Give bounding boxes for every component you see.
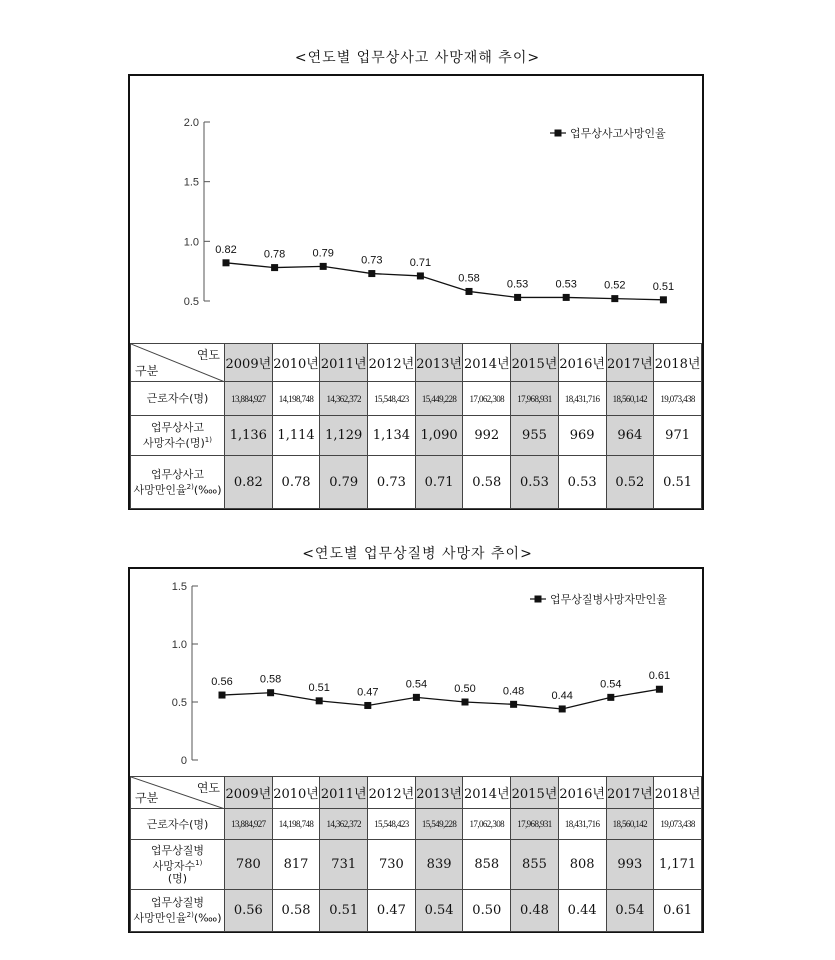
data-point: [219, 692, 226, 699]
table-cell: 817: [272, 840, 320, 890]
data-point: [563, 294, 570, 301]
year-header: 2013년: [415, 344, 463, 382]
data-label: 0.61: [648, 670, 671, 683]
legend-marker: [535, 596, 542, 603]
workers-row: [131, 809, 702, 840]
data-point: [559, 705, 566, 712]
year-header: 2016년: [558, 777, 606, 809]
table-cell: 730: [368, 840, 416, 890]
table-cell: 0.56: [225, 890, 273, 932]
data-point: [320, 263, 327, 270]
year-row: [131, 344, 702, 382]
table-cell: 15,548,423: [368, 382, 416, 416]
workers-row: [131, 382, 702, 416]
table-cell: 0.53: [511, 456, 559, 509]
year-header: 2017년: [606, 344, 654, 382]
year-header: 2009년: [225, 777, 273, 809]
data-point: [514, 294, 521, 301]
y-tick-label: 1.0: [183, 236, 199, 249]
data-point: [413, 694, 420, 701]
data-label: 0.44: [551, 689, 573, 702]
table-cell: 13,884,927: [225, 809, 273, 840]
year-header: 2011년: [320, 777, 368, 809]
data-label: 0.79: [312, 247, 334, 260]
table-cell: 964: [606, 416, 654, 456]
y-tick-label: 0: [180, 755, 187, 767]
table-cell: 0.53: [558, 456, 606, 509]
table-cell: 17,062,308: [463, 809, 511, 840]
row-header-workers: 근로자수(명): [131, 382, 225, 416]
table-cell: 0.52: [606, 456, 654, 509]
data-label: 0.54: [405, 678, 428, 691]
table-cell: 0.58: [463, 456, 511, 509]
year-header: 2017년: [606, 777, 654, 809]
row-header-line: 업무상사고: [150, 467, 205, 481]
series-line: [222, 689, 659, 709]
table-cell: 1,114: [272, 416, 320, 456]
data-label: 0.51: [652, 280, 675, 293]
row-header-line: 업무상질병: [150, 896, 205, 910]
table-cell: 17,062,308: [463, 382, 511, 416]
deaths-row: [131, 840, 702, 890]
table-cell: 14,362,372: [320, 809, 368, 840]
data-point: [462, 699, 469, 706]
row-header-line: 업무상질병: [150, 843, 205, 857]
table-cell: 0.61: [654, 890, 702, 932]
year-header: 2010년: [272, 777, 320, 809]
legend-label: 업무상질병사망자만인율: [550, 593, 667, 606]
y-tick-label: 1.0: [171, 639, 187, 651]
row-header-workers: 근로자수(명): [131, 809, 225, 840]
row-header-deaths: [131, 840, 225, 890]
table-cell: 14,362,372: [320, 382, 368, 416]
data-point: [364, 702, 371, 709]
year-header: 2014년: [463, 344, 511, 382]
unit-label: (‱): [193, 483, 222, 497]
footnote-mark: 2): [186, 911, 194, 920]
deaths-row: [131, 416, 702, 456]
table-cell: 0.47: [368, 890, 416, 932]
table-cell: 855: [511, 840, 559, 890]
data-label: 0.58: [259, 673, 282, 686]
chart2-plot: [130, 569, 702, 776]
table-cell: 1,129: [320, 416, 368, 456]
table-cell: 1,171: [654, 840, 702, 890]
legend-label: 업무상사고사망인율: [570, 127, 666, 140]
table-cell: 0.54: [415, 890, 463, 932]
corner-cell: [131, 777, 225, 809]
data-label: 0.82: [215, 243, 237, 256]
data-label: 0.78: [263, 248, 286, 261]
data-point: [368, 270, 375, 277]
data-label: 0.54: [600, 678, 622, 691]
footnote-mark: 1): [204, 436, 212, 445]
y-tick-label: 1.5: [183, 176, 199, 189]
chart2-panel: [128, 567, 704, 933]
table-cell: 0.78: [272, 456, 320, 509]
row-header-line: 사망자수(명): [143, 436, 205, 450]
row-header-line: 사망만인율: [133, 911, 187, 925]
table-cell: 971: [654, 416, 702, 456]
year-header: 2018년: [654, 344, 702, 382]
table-cell: 15,449,228: [415, 382, 463, 416]
chart1-title: <연도별 업무상사고 사망재해 추이>: [294, 50, 541, 66]
data-point: [611, 295, 618, 302]
table-cell: 1,134: [368, 416, 416, 456]
table-cell: 0.51: [320, 890, 368, 932]
table-cell: 0.51: [654, 456, 702, 509]
unit-label: (‱): [193, 911, 222, 925]
year-header: 2015년: [511, 344, 559, 382]
table-cell: 19,073,438: [654, 382, 702, 416]
table-cell: 18,431,716: [558, 809, 606, 840]
year-header: 2015년: [511, 777, 559, 809]
year-header: 2012년: [368, 344, 416, 382]
row-header-deaths: [131, 416, 225, 456]
table-cell: 0.54: [606, 890, 654, 932]
year-header: 2014년: [463, 777, 511, 809]
year-header: 2010년: [272, 344, 320, 382]
y-tick-label: 2.0: [183, 117, 199, 129]
table-cell: 18,431,716: [558, 382, 606, 416]
corner-category-label: 구분: [135, 364, 159, 378]
data-label: 0.53: [506, 278, 529, 291]
data-label: 0.50: [454, 683, 476, 695]
chart1-plot: [130, 76, 702, 343]
data-label: 0.53: [555, 278, 577, 291]
year-header: 2009년: [225, 344, 273, 382]
table-cell: 0.71: [415, 456, 463, 509]
rate-row: [131, 456, 702, 509]
data-point: [271, 264, 278, 271]
table-cell: 15,549,228: [415, 809, 463, 840]
table-cell: 955: [511, 416, 559, 456]
footnote-mark: 2): [186, 482, 194, 491]
table-cell: 0.58: [272, 890, 320, 932]
corner-year-label: 연도: [196, 348, 220, 362]
y-tick-label: 1.5: [171, 581, 187, 593]
footnote-mark: 1): [195, 858, 203, 867]
corner-category-label: 구분: [135, 791, 159, 805]
data-point: [607, 694, 614, 701]
row-header-line: 사망자수: [152, 859, 196, 873]
table-cell: 780: [225, 840, 273, 890]
table-cell: 0.48: [511, 890, 559, 932]
table-cell: 18,560,142: [606, 809, 654, 840]
table-cell: 731: [320, 840, 368, 890]
table-cell: 992: [463, 416, 511, 456]
chart1-panel: [128, 74, 704, 510]
table-cell: 839: [415, 840, 463, 890]
chart2-title: <연도별 업무상질병 사망자 추이>: [302, 546, 533, 562]
data-label: 0.71: [409, 256, 432, 269]
table-cell: 14,198,748: [272, 809, 320, 840]
data-label: 0.48: [502, 685, 525, 698]
row-header-line: (명): [167, 872, 188, 886]
data-point: [316, 697, 323, 704]
chart1-svg: [130, 76, 702, 343]
row-header-rate: [131, 890, 225, 932]
table-cell: 858: [463, 840, 511, 890]
year-header: 2011년: [320, 344, 368, 382]
table-cell: 969: [558, 416, 606, 456]
table-cell: 18,560,142: [606, 382, 654, 416]
y-tick-label: 0.5: [171, 697, 187, 709]
data-label: 0.73: [361, 254, 383, 267]
table-cell: 15,548,423: [368, 809, 416, 840]
chart1-table: [130, 343, 702, 509]
rate-row: [131, 890, 702, 932]
table-cell: 19,073,438: [654, 809, 702, 840]
table-cell: 13,884,927: [225, 382, 273, 416]
table-cell: 0.44: [558, 890, 606, 932]
data-label: 0.51: [308, 681, 330, 694]
data-label: 0.58: [458, 272, 480, 285]
table-cell: 17,968,931: [511, 382, 559, 416]
data-point: [660, 296, 667, 303]
table-cell: 14,198,748: [272, 382, 320, 416]
row-header-line: 사망만인율: [133, 483, 187, 497]
year-header: 2013년: [415, 777, 463, 809]
table-cell: 1,090: [415, 416, 463, 456]
chart2-svg: [130, 569, 702, 776]
corner-year-label: 연도: [196, 781, 220, 795]
table-cell: 1,136: [225, 416, 273, 456]
legend-marker: [555, 130, 562, 137]
table-cell: 17,968,931: [511, 809, 559, 840]
table-cell: 0.73: [368, 456, 416, 509]
year-header: 2018년: [654, 777, 702, 809]
data-point: [466, 288, 473, 295]
data-label: 0.56: [211, 676, 233, 689]
corner-cell: [131, 344, 225, 382]
data-point: [223, 259, 230, 266]
data-point: [267, 689, 274, 696]
table-cell: 993: [606, 840, 654, 890]
row-header-line: 업무상사고: [150, 421, 205, 435]
data-point: [510, 701, 517, 708]
data-point: [656, 686, 663, 693]
data-label: 0.52: [604, 279, 626, 292]
table-cell: 0.79: [320, 456, 368, 509]
series-line: [226, 263, 663, 300]
year-header: 2016년: [558, 344, 606, 382]
chart2-table: [130, 776, 702, 932]
row-header-rate: [131, 456, 225, 509]
table-cell: 808: [558, 840, 606, 890]
year-row: [131, 777, 702, 809]
data-label: 0.47: [357, 686, 379, 699]
data-point: [417, 272, 424, 279]
table-cell: 0.82: [225, 456, 273, 509]
table-cell: 0.50: [463, 890, 511, 932]
year-header: 2012년: [368, 777, 416, 809]
y-tick-label: 0.5: [183, 296, 199, 308]
